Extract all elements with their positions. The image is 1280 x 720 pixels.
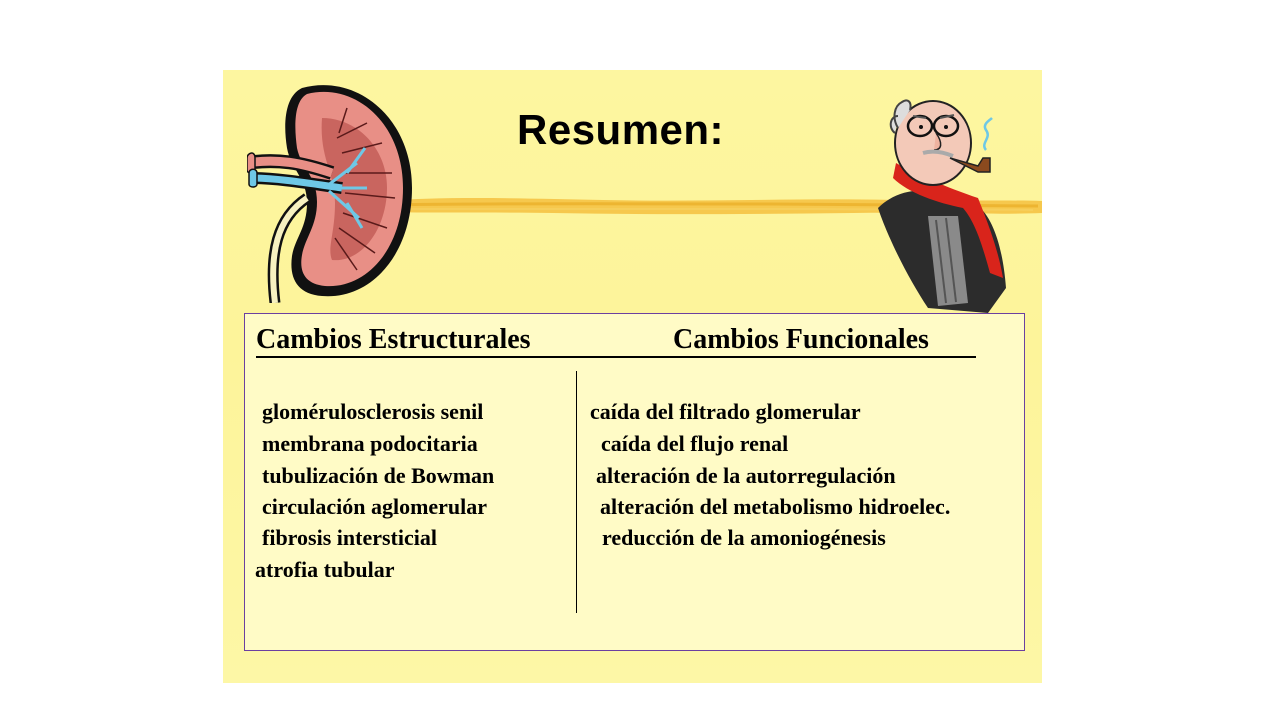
structural-item: glomérulosclerosis senil [262, 399, 484, 424]
header-underline [256, 356, 976, 358]
structural-item: atrofia tubular [255, 557, 395, 582]
structural-item: circulación aglomerular [262, 494, 488, 519]
functional-item: caída del flujo renal [601, 431, 789, 456]
functional-item: alteración del metabolismo hidroelec. [600, 494, 951, 519]
structural-item: membrana podocitaria [262, 431, 478, 456]
functional-item: caída del filtrado glomerular [590, 399, 861, 424]
functional-item: alteración de la autorregulación [596, 463, 896, 488]
slide [223, 70, 1042, 683]
structural-item: tubulización de Bowman [262, 463, 495, 488]
structural-item: fibrosis intersticial [262, 525, 437, 550]
slide-title: Resumen: [517, 106, 725, 153]
old-man-illustration [868, 88, 1018, 313]
column-divider [576, 371, 577, 613]
structural-changes-header: Cambios Estructurales [256, 324, 531, 355]
functional-changes-header: Cambios Funcionales [673, 324, 929, 355]
functional-item: reducción de la amoniogénesis [602, 525, 886, 550]
summary-table [244, 313, 1025, 651]
kidney-illustration [247, 78, 417, 303]
